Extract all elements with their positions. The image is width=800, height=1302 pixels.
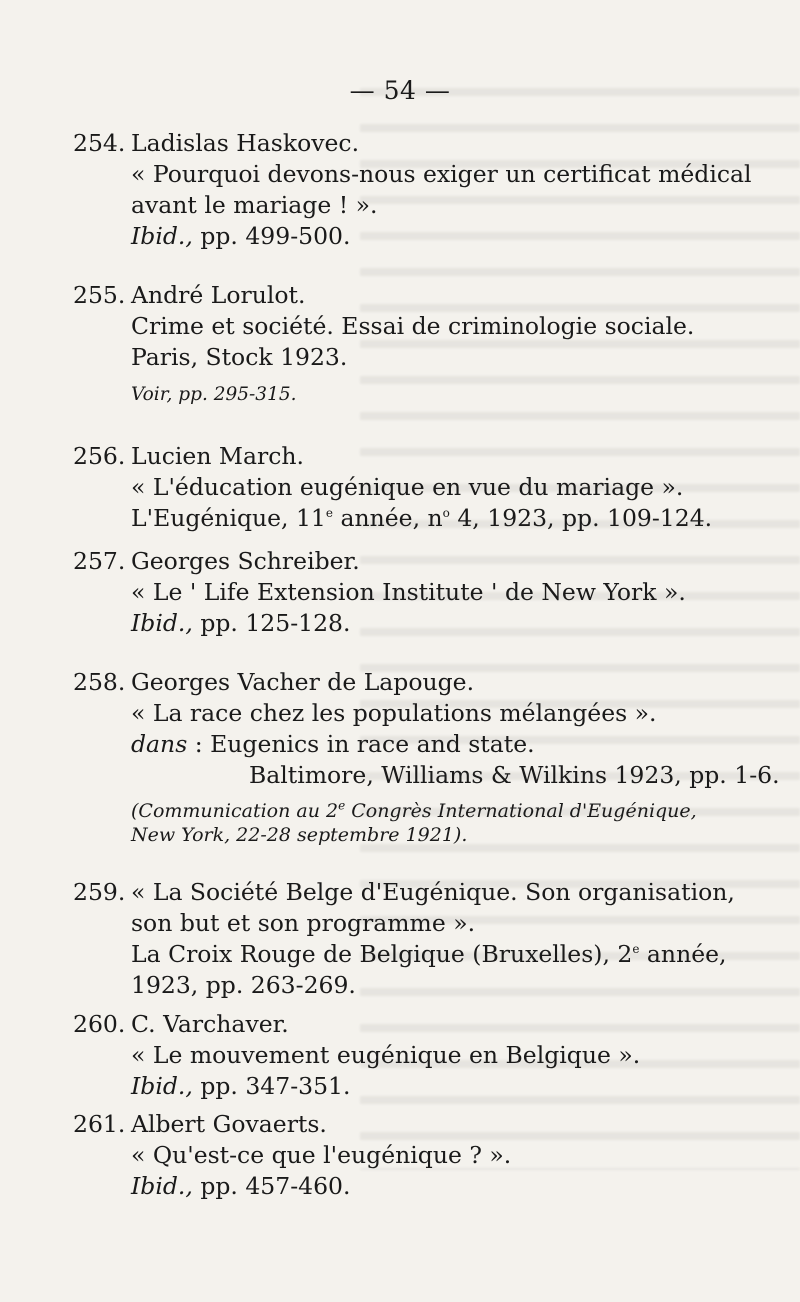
entry-reference (131, 221, 763, 252)
entry-title: « La Société Belge d'Eugénique. Son organisation, (131, 878, 735, 906)
journal-issue: 4, 1923, pp. 109-124. (449, 504, 713, 532)
note-text: Congrès International d'Eugénique, (345, 800, 697, 822)
journal-year-label: année, (639, 940, 727, 968)
note-line (131, 799, 763, 823)
dans-label: dans (131, 730, 188, 758)
note-text: (Communication au 2 (131, 800, 339, 822)
page-range: pp. 499-500. (200, 222, 351, 250)
superscript: e (338, 798, 346, 813)
entry-number: 260. (73, 1010, 126, 1038)
entry-note: Voir, pp. 295-315. (131, 384, 297, 405)
bibliography-entry-255 (73, 280, 763, 410)
ibid-label: Ibid., (131, 1072, 193, 1100)
entry-author: C. Varchaver. (131, 1010, 289, 1038)
superscript: o (442, 506, 450, 521)
bibliography-entry-260 (73, 1009, 763, 1102)
entry-publisher: Baltimore, Williams & Wilkins 1923, pp. 1-6. (249, 761, 780, 789)
entry-author: Georges Vacher de Lapouge. (131, 668, 475, 696)
entry-number: 257. (73, 547, 126, 575)
entry-author: Georges Schreiber. (131, 547, 360, 575)
entry-note (131, 799, 763, 847)
bibliography-entry-258 (73, 667, 780, 847)
journal-name: L'Eugénique, 11 (131, 504, 326, 532)
page-number: — 54 — (349, 76, 451, 105)
journal-name: La Croix Rouge de Belgique (Bruxelles), 2 (131, 940, 633, 968)
entry-number: 254. (73, 129, 126, 157)
entry-title: « Pourquoi devons-nous exiger un certificat médical (131, 160, 752, 188)
entry-title: « Le mouvement eugénique en Belgique ». (131, 1041, 641, 1069)
note-line: New York, 22-28 septembre 1921). (131, 824, 468, 846)
entry-reference (131, 1071, 763, 1102)
entry-title: Crime et société. Essai de criminologie sociale. (131, 312, 695, 340)
entry-title: « Le ' Life Extension Institute ' de New York ». (131, 578, 686, 606)
entry-number: 259. (73, 878, 126, 906)
superscript: e (325, 506, 333, 521)
page-range: pp. 125-128. (200, 609, 351, 637)
entry-author: Lucien March. (131, 442, 305, 470)
entry-title-cont: son but et son programme ». (131, 909, 476, 937)
bibliography-entry-257 (73, 546, 763, 639)
entry-number: 258. (73, 668, 126, 696)
bibliography-entry-254 (73, 128, 763, 252)
page-range: pp. 347-351. (200, 1072, 351, 1100)
entry-journal (131, 939, 763, 970)
entry-number: 261. (73, 1110, 126, 1138)
entry-pages: 1923, pp. 263-269. (131, 971, 356, 999)
entry-title: « La race chez les populations mélangées ». (131, 699, 657, 727)
entry-title-cont: avant le mariage ! ». (131, 191, 378, 219)
collection-title: : Eugenics in race and state. (187, 730, 535, 758)
ibid-label: Ibid., (131, 609, 193, 637)
bibliography-entry-259 (73, 877, 763, 1001)
entry-author: André Lorulot. (131, 281, 306, 309)
entry-reference (131, 1171, 763, 1202)
ibid-label: Ibid., (131, 1172, 193, 1200)
superscript: e (632, 942, 640, 957)
entry-collection (131, 729, 763, 760)
entry-author: Ladislas Haskovec. (131, 129, 360, 157)
entry-journal (131, 503, 763, 534)
entry-reference (131, 608, 763, 639)
bibliography-entry-256 (73, 441, 763, 534)
entry-publisher: Paris, Stock 1923. (131, 343, 348, 371)
page-range: pp. 457-460. (200, 1172, 351, 1200)
ibid-label: Ibid., (131, 222, 193, 250)
entry-author: Albert Govaerts. (131, 1110, 327, 1138)
entry-title: « L'éducation eugénique en vue du mariage ». (131, 473, 684, 501)
bibliography-entry-261 (73, 1109, 763, 1202)
entry-title: « Qu'est-ce que l'eugénique ? ». (131, 1141, 512, 1169)
journal-year-label: année, n (333, 504, 443, 532)
entry-number: 255. (73, 281, 126, 309)
entry-number: 256. (73, 442, 126, 470)
